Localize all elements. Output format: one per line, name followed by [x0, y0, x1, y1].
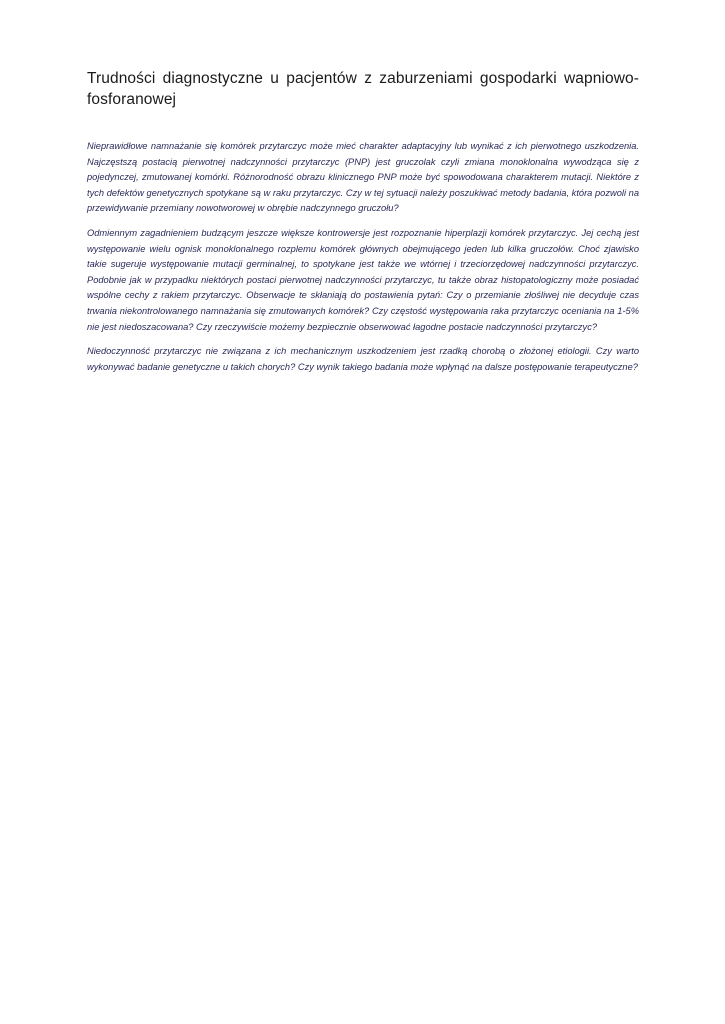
paragraph-3: Niedoczynność przytarczyc nie związana z ich mechanicznym uszkodzeniem jest rzadką chorobą o złożonej etiologii. Czy warto wykonywać badanie genetyczne u takich chorych? Czy wynik takiego badania może wpłynąć na dalsze postępowanie terapeutyczne? — [87, 346, 639, 372]
paragraph-1: Nieprawidłowe namnażanie się komórek przytarczyc może mieć charakter adaptacyjny lub wynikać z ich pierwotnego uszkodzenia. Najczęstszą postacią pierwotnej nadczynności przytarczyc (PNP) jest gruczolak czyli zmiana monoklonalna wywodząca się z pojedynczej, zmutowanej komórki. Różnorodność obrazu klinicznego PNP może być spowodowana charakterem mutacji. Niektóre z tych defektów genetycznych spotykane są w raku przytarczyc. Czy w tej sytuacji należy poszukiwać metody badania, która pozwoli na przewidywanie przemiany nowotworowej w obrębie nadczynnego gruczołu? — [87, 141, 639, 214]
paragraph-2: Odmiennym zagadnieniem budzącym jeszcze większe kontrowersje jest rozpoznanie hiperplazji komórek przytarczyc. Jej cechą jest występowanie wielu ognisk monoklonalnego rozplemu komórek głównych obejmującego jeden lub kilka gruczołów. Choć zjawisko takie sugeruje występowanie mutacji germinalnej, to spotykane jest także we wtórnej i trzeciorzędowej nadczynności przytarczyc. Podobnie jak w przypadku niektórych postaci pierwotnej nadczynności przytarczyc, tu także obraz histopatologiczny może posiadać wspólne cechy z rakiem przytarczyc. Obserwacje te skłaniają do postawienia pytań: Czy o przemianie złośliwej nie decyduje czas trwania niekontrolowanego namnażania się zmutowanych komórek? Czy częstość występowania raka przytarczyc oceniania na 1-5% nie jest niedoszacowana? Czy rzeczywiście możemy bezpiecznie obserwować łagodne postacie nadczynności przytarczyc? — [87, 227, 639, 332]
document-title: Trudności diagnostyczne u pacjentów z zaburzeniami gospodarki wapniowo-fosforanowej — [87, 70, 639, 108]
document-content — [87, 68, 639, 384]
